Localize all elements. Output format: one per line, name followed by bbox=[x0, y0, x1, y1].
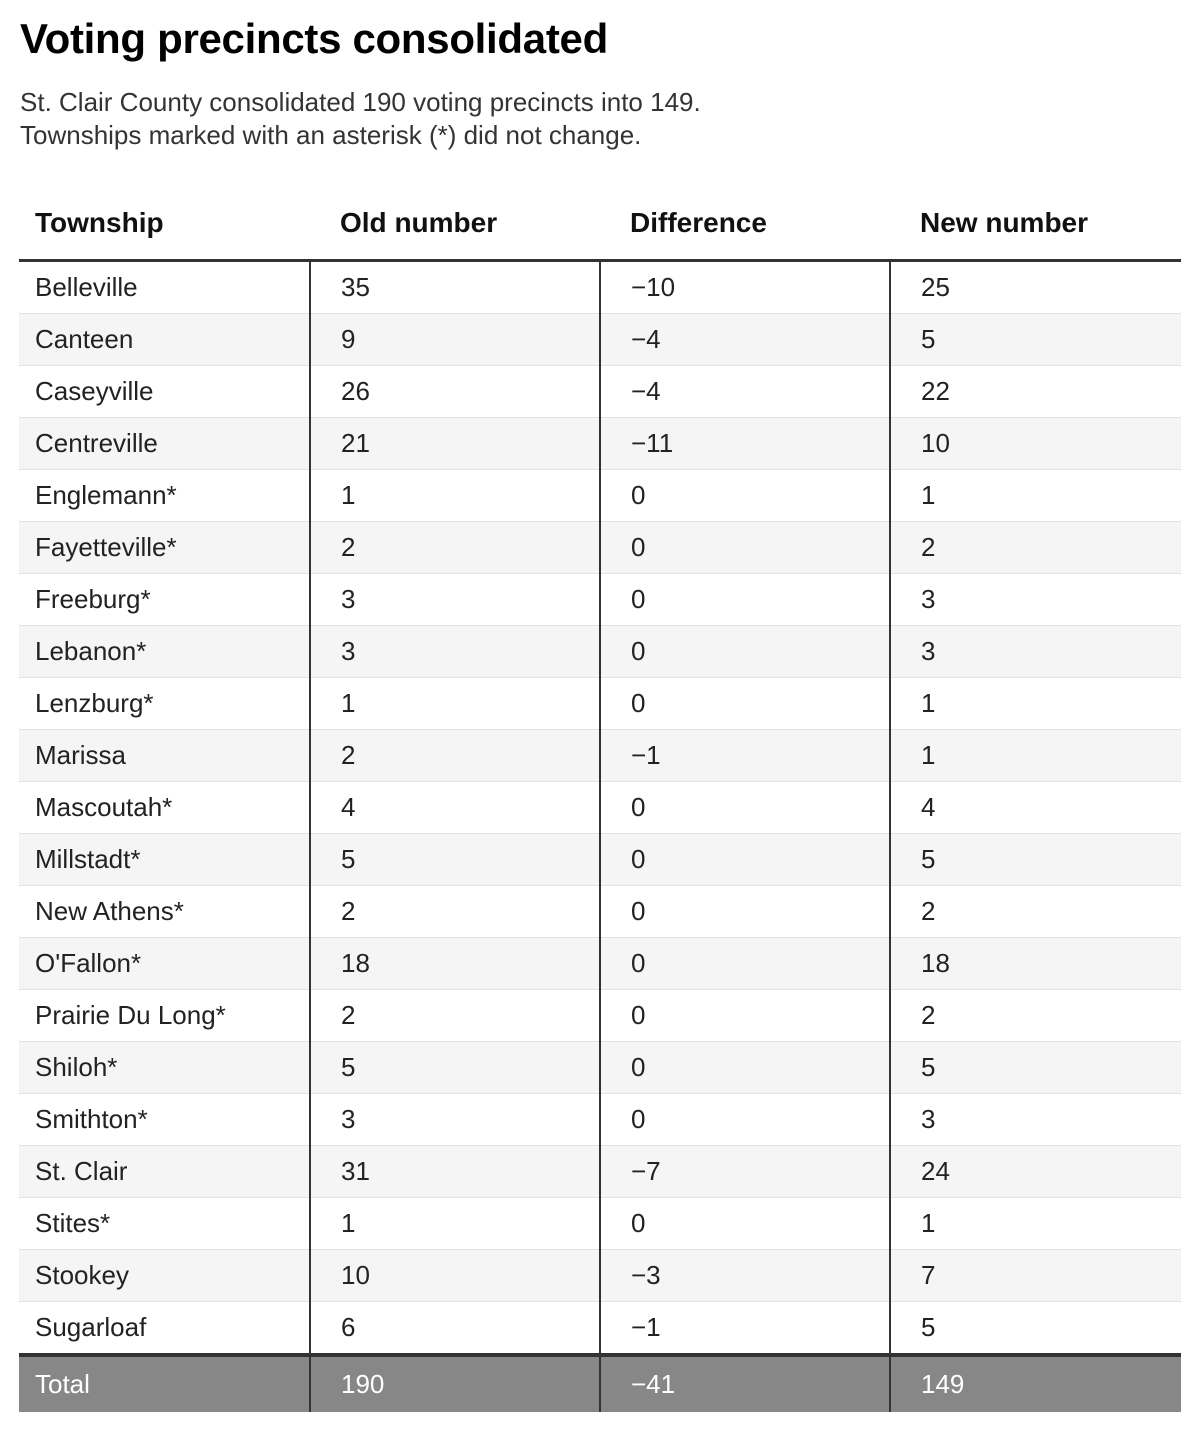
difference-cell: 0 bbox=[600, 470, 890, 522]
table-row bbox=[19, 782, 1181, 834]
old-number-cell: 35 bbox=[310, 261, 600, 314]
column-header-township: Township bbox=[19, 186, 310, 261]
header-row bbox=[19, 186, 1181, 261]
table-row bbox=[19, 730, 1181, 782]
difference-cell: 0 bbox=[600, 1198, 890, 1250]
old-number-cell: 9 bbox=[310, 314, 600, 366]
difference-cell: −4 bbox=[600, 314, 890, 366]
township-cell: Stookey bbox=[19, 1250, 310, 1302]
table-row bbox=[19, 470, 1181, 522]
subtitle-line-2: Townships marked with an asterisk (*) did not change. bbox=[20, 120, 642, 150]
table-row bbox=[19, 366, 1181, 418]
old-number-cell: 21 bbox=[310, 418, 600, 470]
new-number-cell: 2 bbox=[890, 886, 1181, 938]
old-number-cell: 4 bbox=[310, 782, 600, 834]
difference-cell: −11 bbox=[600, 418, 890, 470]
township-cell: Englemann* bbox=[19, 470, 310, 522]
difference-cell: 0 bbox=[600, 938, 890, 990]
township-cell: Lebanon* bbox=[19, 626, 310, 678]
new-number-cell: 25 bbox=[890, 261, 1181, 314]
table-row bbox=[19, 1250, 1181, 1302]
township-cell: Belleville bbox=[19, 261, 310, 314]
old-number-cell: 6 bbox=[310, 1302, 600, 1356]
old-number-cell: 10 bbox=[310, 1250, 600, 1302]
difference-cell: −10 bbox=[600, 261, 890, 314]
total-row bbox=[19, 1355, 1181, 1412]
table-footer bbox=[19, 1355, 1181, 1412]
new-number-cell: 5 bbox=[890, 314, 1181, 366]
new-number-cell: 3 bbox=[890, 574, 1181, 626]
township-cell: Canteen bbox=[19, 314, 310, 366]
township-cell: Smithton* bbox=[19, 1094, 310, 1146]
column-header-difference: Difference bbox=[600, 186, 890, 261]
difference-cell: 0 bbox=[600, 834, 890, 886]
old-number-cell: 5 bbox=[310, 834, 600, 886]
old-number-cell: 1 bbox=[310, 678, 600, 730]
township-cell: Millstadt* bbox=[19, 834, 310, 886]
township-cell: Freeburg* bbox=[19, 574, 310, 626]
difference-cell: −3 bbox=[600, 1250, 890, 1302]
table-row bbox=[19, 1302, 1181, 1356]
table-row bbox=[19, 886, 1181, 938]
old-number-cell: 5 bbox=[310, 1042, 600, 1094]
new-number-cell: 3 bbox=[890, 1094, 1181, 1146]
township-cell: Sugarloaf bbox=[19, 1302, 310, 1356]
new-number-cell: 10 bbox=[890, 418, 1181, 470]
difference-cell: 0 bbox=[600, 782, 890, 834]
township-cell: Shiloh* bbox=[19, 1042, 310, 1094]
new-number-cell: 5 bbox=[890, 834, 1181, 886]
old-number-cell: 2 bbox=[310, 990, 600, 1042]
township-cell: Caseyville bbox=[19, 366, 310, 418]
table-row bbox=[19, 1146, 1181, 1198]
new-number-cell: 2 bbox=[890, 990, 1181, 1042]
table-row bbox=[19, 1198, 1181, 1250]
township-cell: O'Fallon* bbox=[19, 938, 310, 990]
table-row bbox=[19, 1042, 1181, 1094]
table-row bbox=[19, 938, 1181, 990]
total-difference-cell: −41 bbox=[600, 1355, 890, 1412]
precinct-table bbox=[19, 186, 1181, 1412]
table-row bbox=[19, 1094, 1181, 1146]
new-number-cell: 24 bbox=[890, 1146, 1181, 1198]
total-new-number-cell: 149 bbox=[890, 1355, 1181, 1412]
township-cell: New Athens* bbox=[19, 886, 310, 938]
old-number-cell: 2 bbox=[310, 522, 600, 574]
table-row bbox=[19, 990, 1181, 1042]
table-body bbox=[19, 261, 1181, 1356]
old-number-cell: 3 bbox=[310, 1094, 600, 1146]
new-number-cell: 5 bbox=[890, 1302, 1181, 1356]
township-cell: Fayetteville* bbox=[19, 522, 310, 574]
difference-cell: 0 bbox=[600, 574, 890, 626]
difference-cell: 0 bbox=[600, 1094, 890, 1146]
old-number-cell: 3 bbox=[310, 626, 600, 678]
total-label-cell: Total bbox=[19, 1355, 310, 1412]
new-number-cell: 18 bbox=[890, 938, 1181, 990]
difference-cell: 0 bbox=[600, 990, 890, 1042]
difference-cell: 0 bbox=[600, 522, 890, 574]
difference-cell: 0 bbox=[600, 626, 890, 678]
new-number-cell: 1 bbox=[890, 1198, 1181, 1250]
difference-cell: −1 bbox=[600, 730, 890, 782]
table-row bbox=[19, 574, 1181, 626]
difference-cell: 0 bbox=[600, 886, 890, 938]
table-row bbox=[19, 314, 1181, 366]
chart-subtitle bbox=[20, 86, 1180, 152]
difference-cell: −7 bbox=[600, 1146, 890, 1198]
table-header bbox=[19, 186, 1181, 261]
column-header-new-number: New number bbox=[890, 186, 1181, 261]
township-cell: Mascoutah* bbox=[19, 782, 310, 834]
column-header-old-number: Old number bbox=[310, 186, 600, 261]
old-number-cell: 1 bbox=[310, 1198, 600, 1250]
township-cell: Stites* bbox=[19, 1198, 310, 1250]
new-number-cell: 4 bbox=[890, 782, 1181, 834]
new-number-cell: 22 bbox=[890, 366, 1181, 418]
difference-cell: −1 bbox=[600, 1302, 890, 1356]
township-cell: Marissa bbox=[19, 730, 310, 782]
difference-cell: 0 bbox=[600, 1042, 890, 1094]
new-number-cell: 5 bbox=[890, 1042, 1181, 1094]
difference-cell: −4 bbox=[600, 366, 890, 418]
table-row bbox=[19, 678, 1181, 730]
old-number-cell: 18 bbox=[310, 938, 600, 990]
township-cell: St. Clair bbox=[19, 1146, 310, 1198]
township-cell: Lenzburg* bbox=[19, 678, 310, 730]
difference-cell: 0 bbox=[600, 678, 890, 730]
new-number-cell: 7 bbox=[890, 1250, 1181, 1302]
chart-title: Voting precincts consolidated bbox=[20, 15, 608, 62]
table-row bbox=[19, 418, 1181, 470]
old-number-cell: 3 bbox=[310, 574, 600, 626]
table-row bbox=[19, 522, 1181, 574]
old-number-cell: 26 bbox=[310, 366, 600, 418]
old-number-cell: 31 bbox=[310, 1146, 600, 1198]
township-cell: Centreville bbox=[19, 418, 310, 470]
township-cell: Prairie Du Long* bbox=[19, 990, 310, 1042]
total-old-number-cell: 190 bbox=[310, 1355, 600, 1412]
new-number-cell: 1 bbox=[890, 470, 1181, 522]
table-row bbox=[19, 626, 1181, 678]
new-number-cell: 3 bbox=[890, 626, 1181, 678]
subtitle-line-1: St. Clair County consolidated 190 voting precincts into 149. bbox=[20, 87, 701, 117]
old-number-cell: 1 bbox=[310, 470, 600, 522]
new-number-cell: 1 bbox=[890, 730, 1181, 782]
new-number-cell: 2 bbox=[890, 522, 1181, 574]
old-number-cell: 2 bbox=[310, 886, 600, 938]
new-number-cell: 1 bbox=[890, 678, 1181, 730]
table-row bbox=[19, 261, 1181, 314]
old-number-cell: 2 bbox=[310, 730, 600, 782]
table-row bbox=[19, 834, 1181, 886]
